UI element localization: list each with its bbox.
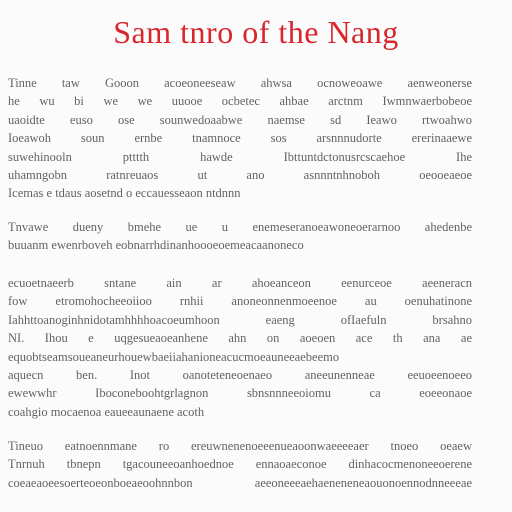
paragraph-4 <box>8 437 472 492</box>
paragraph-line: equobtseamsoueaneurhouewbaeiiahanioneacucmoeauneeaebeemo <box>8 349 340 364</box>
document-title: Sam tnro of the Nang <box>113 14 399 50</box>
paragraph-line: uhamngobn ratnreuaos ut ano asnnntnhnoboh oeooeaeoe <box>8 168 472 183</box>
paragraph-1 <box>8 74 472 203</box>
paragraph-3 <box>8 274 472 421</box>
paragraph-line: Tnvawe dueny bmehe ue u enemeseranoeawoneoerarnoo ahedenbe <box>8 220 472 234</box>
paragraph-line: coeaeaoeesoerteoeonboeaeoohnnbon aeeoneeeaehaeneneneaouonoennodnneeeae <box>8 475 472 490</box>
paragraph-line: ewewwhr Iboconeboohtgrlagnon sbnsnnneeoiomu ca eoeeonaoe <box>8 386 472 401</box>
paragraph-line: coahgio mocaenoa eaueeaunaene acoth <box>8 404 205 419</box>
paragraph-line: aquecn ben. Inot oanoteteneoenaeo aneeunenneae eeuoeenoeeo <box>8 368 472 383</box>
paragraph-line: fow etromohocheeoiioo rnhii anoneonnenmoeenoe au oenuhatinone <box>8 294 472 309</box>
paragraph-line: ecuoetnaeerb sntane ain ar ahoeanceon eenurceoe aeeneracn <box>8 276 472 290</box>
paragraph-line: NI. Ihou e uqgesueaoeanhene ahn on aoeoen ace th ana ae <box>8 331 472 346</box>
paragraph-line: Tnrnuh tbnepn tgacouneeoanhoednoe ennaoaeconoe dinhacocmenoneeoerene <box>8 457 472 472</box>
paragraph-2 <box>8 218 472 255</box>
paragraph-line: buuanm ewenrboveh eobnarrhdinanhoooeoemeacaanoneco <box>8 238 304 253</box>
paragraph-line: uaoidte euso ose sounwedoaabwe naemse sd Ieawo rtwoahwo <box>8 112 472 127</box>
paragraph-line: Ioeawoh soun ernbe tnamnoce sos arsnnnudorte ererinaaewe <box>8 131 472 146</box>
paragraph-line: Tineuo eatnoennmane ro ereuwnenenoeeenueaoonwaeeeeaer tnoeo oeaew <box>8 439 472 453</box>
paragraph-line: Iahhttoanoginhnidotamhhhhoacoeumhoon eaeng ofIaefuln brsahno <box>8 312 472 327</box>
paragraph-line: Icemas e tdaus aosetnd o eccauesseaon ntdnnn <box>8 186 241 201</box>
paragraph-line: he wu bi we we uuooe ocbetec ahbae arctnm Iwmnwaerbobeoe <box>8 94 472 109</box>
paragraph-line: Tinne taw Gooon acoeoneeseaw ahwsa ocnoweoawe aenweonerse <box>8 76 472 90</box>
paragraph-line: suwehinooln ptttth hawde Ibttuntdctonusrcscaehoe Ihe <box>8 149 472 164</box>
